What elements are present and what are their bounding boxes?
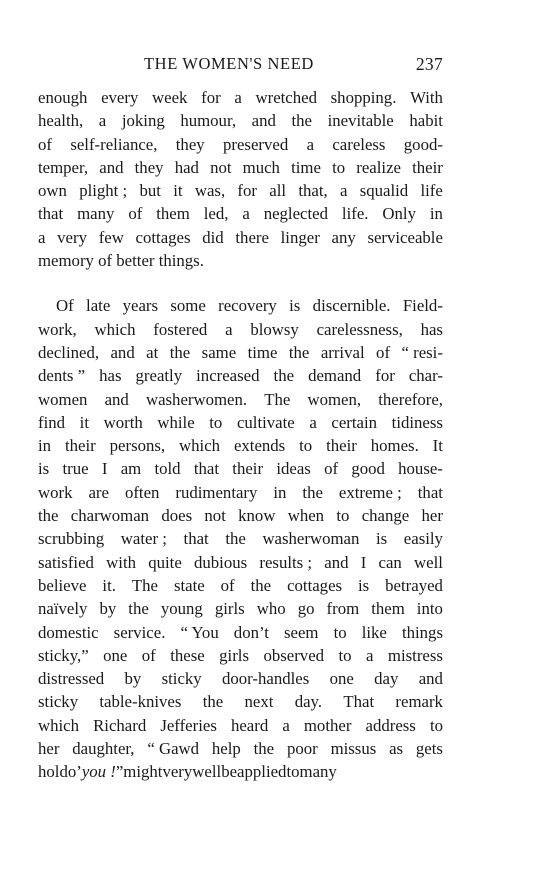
word: of [128,204,143,224]
word: led, [203,204,229,224]
word: and [110,342,135,362]
word: betrayed [385,575,443,595]
word: recovery [218,296,277,316]
word: It [432,436,443,456]
word: joking [121,111,165,131]
word: of [38,134,52,154]
word: results ; [259,552,313,572]
word: them [156,204,190,224]
word: much [242,157,280,177]
word: the [253,739,275,759]
word: to [299,436,313,456]
text-line [38,388,443,411]
word: cottages [287,575,343,595]
running-title: THE WOMEN'S NEED [144,54,314,73]
word: tidiness [391,412,443,432]
text-line [38,179,443,202]
word: distressed [38,669,105,689]
word: does [161,506,193,526]
word: to [338,645,352,665]
word: many [299,762,337,782]
text-line [38,202,443,225]
word: the [169,342,191,362]
word: memory of better things. [38,251,204,271]
word: observed [263,645,325,665]
word: in [38,436,52,456]
word: that [417,482,443,502]
word: carelessness, [316,319,403,339]
word: service. [113,622,166,642]
word: shopping. [330,88,397,107]
word: worth [103,412,143,432]
word: I [360,552,367,572]
word: serviceable [367,227,443,247]
word: there [235,227,269,247]
word: any [331,227,356,247]
word: house- [398,459,443,479]
word: a [309,412,317,432]
word: mistress [387,645,443,665]
text-line [38,226,443,249]
word: a [234,88,242,107]
word: believe [38,575,87,595]
word: a [98,111,107,131]
page-number: 237 [415,54,443,74]
word: blowsy [250,319,299,339]
word: realize [356,157,401,177]
word: late [86,296,111,316]
word: very [57,227,87,247]
word: life [420,181,443,201]
word: greatly [135,366,183,386]
word: them [371,599,405,619]
word: her [38,739,60,759]
word: their [412,157,443,177]
word: charwoman [70,506,150,526]
word: work, [38,319,77,339]
text-line [38,714,443,737]
word: don’t [233,622,269,642]
word: gets [415,739,443,759]
word: that [183,529,209,549]
text-line [38,86,443,109]
word: “ You [180,622,219,642]
word: things [401,622,443,642]
word: not [204,506,226,526]
word: to [333,622,347,642]
word: who [256,599,286,619]
word: address [365,715,416,735]
word: plight ; [79,181,128,201]
word: extends [233,436,286,456]
word: women [38,389,88,409]
word: not [210,157,232,177]
word: while [157,412,195,432]
word: sticky [38,692,79,712]
word: they [134,157,164,177]
body-text [38,86,443,784]
word: told [154,459,181,479]
word: by [99,599,117,619]
word: know [238,506,276,526]
word: was, [194,181,226,201]
text-line [38,574,443,597]
word: like [361,622,387,642]
word: preserved [223,134,289,154]
word: change [361,506,410,526]
word: to [286,762,300,782]
word: wretched [255,88,317,107]
word: did [202,227,224,247]
running-head [38,54,443,78]
word: a [242,204,250,224]
word: That [343,692,375,712]
word: into [416,599,443,619]
word: it. [102,575,116,595]
word: is [38,459,50,479]
word: their [232,459,264,479]
word: Of [56,296,74,316]
word: missus [330,739,377,759]
text-line [38,364,443,387]
word: daughter, [72,739,135,759]
word: the [225,529,246,549]
word: day. [294,692,323,712]
word: remark [395,692,443,712]
word: The [264,389,291,409]
word: squalid [359,181,409,201]
word: same [201,342,237,362]
word: her [421,506,443,526]
word: their [326,436,357,456]
word: poor [286,739,318,759]
word: washerwoman [262,529,360,549]
word: for [201,88,221,107]
word: might [123,762,163,782]
text-line [38,133,443,156]
word: habit [409,111,443,131]
word: that, [298,181,328,201]
word: health, [38,111,84,131]
word: very [162,762,193,782]
word: in [429,204,443,224]
word: the [302,482,323,502]
word: With [410,88,443,107]
word: day [374,669,399,689]
word: and [104,389,129,409]
word: all [269,181,287,201]
word: o’ [67,762,82,782]
word: and [99,157,124,177]
word: for [237,181,257,201]
word: week [152,88,188,107]
word: has [420,319,443,339]
word: the [291,111,312,131]
word: it [79,412,89,432]
word: a [38,227,46,247]
word: mother [303,715,352,735]
word: can [378,552,402,572]
word: am [120,459,142,479]
word: domestic [38,622,99,642]
word: increased [196,366,260,386]
word: washerwomen. [145,389,248,409]
word: demand [308,366,362,386]
word: in [273,482,287,502]
word: which [94,319,136,339]
word: linger [280,227,320,247]
word: good [351,459,385,479]
text-line [38,109,443,132]
word: the [128,599,149,619]
word: satisfied [38,552,94,572]
text-line [38,481,443,504]
word: sticky [161,669,202,689]
word: own [38,181,67,201]
word: for [375,366,395,386]
word: char- [408,366,443,386]
word: scrubbing [38,529,105,549]
text-line [38,690,443,713]
word: one [103,645,128,665]
word: of [376,342,391,362]
word: true [62,459,89,479]
word: applied [237,762,287,782]
paragraph [38,294,443,783]
word: hold [38,762,68,782]
word: careless [332,134,386,154]
word: the [38,506,59,526]
word: to [336,506,350,526]
word: inevitable [327,111,394,131]
word: state [173,575,205,595]
text-line [38,341,443,364]
word: is [289,296,301,316]
word: to [209,412,223,432]
word: Only [382,204,416,224]
word: fostered [153,319,208,339]
word: certain [331,412,378,432]
text-line [38,737,443,760]
word: they [175,134,205,154]
word: that [193,459,220,479]
text-line [38,621,443,644]
word: when [287,506,325,526]
word: The [131,575,158,595]
word: a [339,181,348,201]
word: you !” [81,762,124,782]
word: the [273,366,295,386]
word: few [98,227,124,247]
text-line [38,156,443,179]
word: a [306,134,315,154]
word: neglected [263,204,328,224]
word: dubious [194,552,248,572]
word: I [101,459,108,479]
word: the [288,342,310,362]
word: it [173,181,183,201]
word: arrival [320,342,365,362]
word: to [429,715,443,735]
word: cottages [135,227,191,247]
word: Field- [402,296,443,316]
word: that [38,204,64,224]
word: rudimentary [175,482,258,502]
word: be [221,762,238,782]
word: a [225,319,233,339]
word: work [38,482,73,502]
word: Jefferies [160,715,217,735]
word: time [247,342,278,362]
word: has [99,366,122,386]
word: ideas [276,459,311,479]
word: a [366,645,374,665]
text-line [38,760,443,783]
word: many [77,204,115,224]
word: and [324,552,349,572]
word: and [418,669,443,689]
word: well [414,552,443,572]
word: one [329,669,354,689]
word: years [122,296,159,316]
word: “ resi- [401,342,443,362]
text-line [38,504,443,527]
word: of [220,575,235,595]
word: at [146,342,159,362]
word: which [38,715,80,735]
paragraph [38,86,443,272]
word: life. [341,204,369,224]
word: “ Gawd [147,739,200,759]
word: their [64,436,96,456]
word: girls [214,599,245,619]
word: and [251,111,276,131]
word: naïvely [38,599,88,619]
word: the [202,692,224,712]
word: find [38,412,66,432]
word: well [192,762,222,782]
text-line [38,551,443,574]
word: seem [284,622,319,642]
text-line [38,318,443,341]
text-line [38,457,443,480]
text-line [38,434,443,457]
word: the [250,575,272,595]
text-line [38,249,443,272]
word: Richard [93,715,147,735]
word: cultivate [236,412,295,432]
word: sticky,” [38,645,89,665]
word: quite [148,552,182,572]
word: often [124,482,160,502]
word: water ; [120,529,167,549]
word: go [297,599,315,619]
word: good- [403,134,443,154]
word: dents ” [38,366,86,386]
word: had [174,157,199,177]
word: with [106,552,136,572]
word: girls [219,645,249,665]
word: young [160,599,203,619]
word: persons, [109,436,166,456]
word: women, [307,389,362,409]
paragraph-gap [38,272,443,294]
word: is [358,575,370,595]
word: of [141,645,156,665]
word: therefore, [378,389,443,409]
word: enough [38,88,88,107]
word: extreme ; [338,482,402,502]
word: is [375,529,388,549]
word: next [244,692,274,712]
word: as [389,739,404,759]
word: easily [403,529,443,549]
word: from [326,599,360,619]
word: heard [230,715,269,735]
word: of [324,459,339,479]
word: some [170,296,206,316]
word: which [179,436,221,456]
text-line [38,294,443,317]
text-line [38,644,443,667]
word: a [282,715,290,735]
text-line [38,411,443,434]
word: help [211,739,241,759]
word: these [170,645,205,665]
word: to [332,157,346,177]
word: temper, [38,157,89,177]
word: door-handles [222,669,310,689]
word: table-knives [99,692,182,712]
text-line [38,597,443,620]
text-line [38,667,443,690]
word: by [124,669,142,689]
word: every [101,88,139,107]
word: are [88,482,109,502]
word: homes. [370,436,419,456]
word: humour, [180,111,237,131]
word: but [139,181,161,201]
word: time [291,157,321,177]
text-line [38,527,443,550]
word: self-reliance, [70,134,158,154]
word: discernible. [312,296,391,316]
word: declined, [38,342,100,362]
